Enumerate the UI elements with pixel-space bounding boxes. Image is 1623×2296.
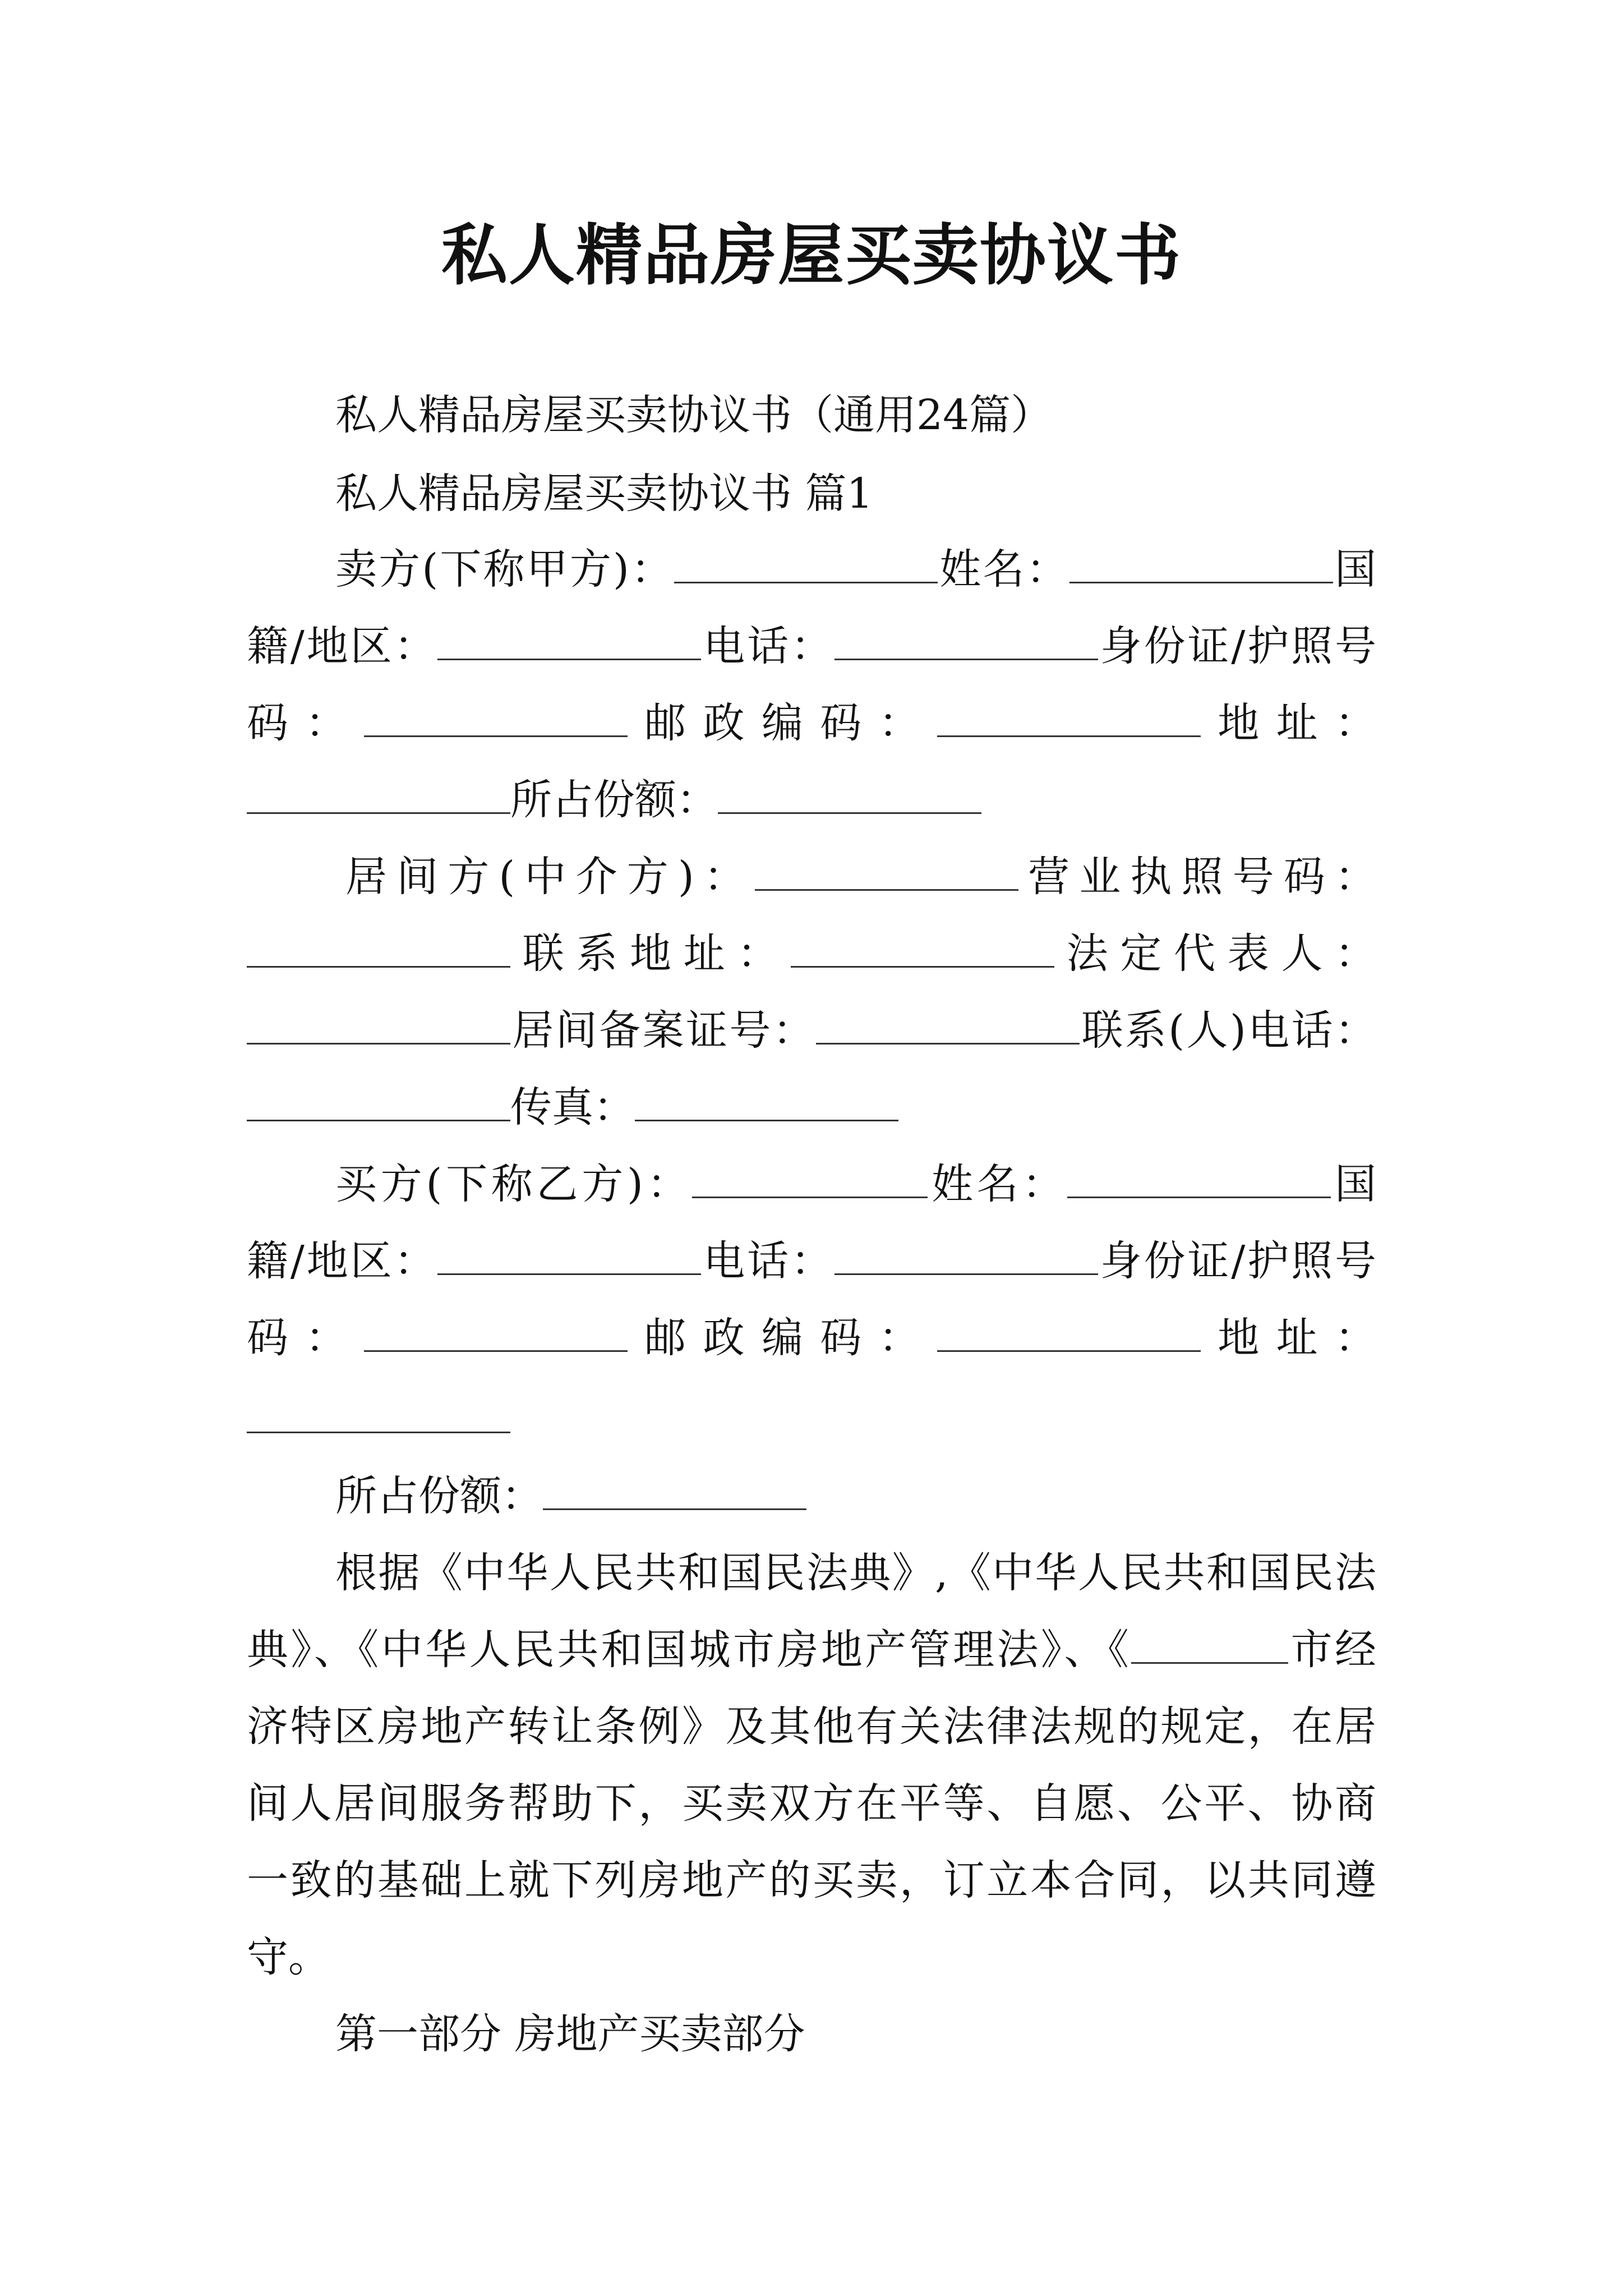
broker-fax-blank[interactable]: [635, 1084, 898, 1121]
buyer-id-label-end: 码：: [247, 1314, 364, 1362]
buyer-line-5: [335, 1457, 1376, 1535]
seller-line-1: [335, 530, 1376, 609]
preamble-line-6: 守。: [247, 1933, 330, 1981]
subtitle: 私人精品房屋买卖协议书（通用24篇）: [335, 391, 1053, 439]
buyer-phone-blank[interactable]: [834, 1237, 1098, 1275]
seller-phone-blank[interactable]: [834, 623, 1098, 660]
seller-postcode-blank[interactable]: [937, 700, 1201, 737]
preamble-line-2-start: 典》、《中华人民共和国城市房地产管理法》、《: [247, 1626, 1132, 1674]
buyer-label: 买方(下称乙方)：: [335, 1160, 693, 1208]
broker-filing-label: 居间备案证号：: [510, 1006, 817, 1055]
preamble-line-2: [247, 1611, 1376, 1689]
preamble-line-5: 一致的基础上就下列房地产的买卖，订立本合同，以共同遵: [247, 1856, 1376, 1904]
document-title: 私人精品房屋买卖协议书: [441, 216, 1182, 294]
buyer-line-4: [247, 1380, 1376, 1458]
buyer-id-label-start: 身份证/护照号: [1098, 1237, 1377, 1285]
buyer-party-blank[interactable]: [692, 1161, 928, 1198]
buyer-name-label: 姓名：: [928, 1160, 1068, 1208]
seller-name-label: 姓名：: [938, 545, 1069, 593]
seller-party-blank[interactable]: [674, 546, 938, 583]
broker-license-blank[interactable]: [247, 930, 510, 968]
city-blank[interactable]: [1131, 1626, 1288, 1664]
buyer-nationality-blank[interactable]: [437, 1237, 701, 1275]
seller-share-label: 所占份额：: [510, 776, 718, 824]
buyer-line-3: [247, 1299, 1376, 1377]
buyer-nationality-tail: 国: [1331, 1160, 1377, 1208]
seller-id-label-start: 身份证/护照号: [1098, 622, 1377, 670]
seller-address-blank[interactable]: [247, 776, 510, 814]
buyer-share-label: 所占份额：: [335, 1472, 543, 1520]
buyer-name-blank[interactable]: [1067, 1161, 1331, 1198]
broker-line-1: [345, 838, 1376, 916]
seller-nationality-label: 籍/地区：: [247, 622, 438, 670]
buyer-id-blank[interactable]: [364, 1314, 628, 1352]
broker-contact-address-blank[interactable]: [791, 930, 1054, 968]
seller-id-blank[interactable]: [364, 700, 628, 737]
seller-postcode-label: 邮政编码：: [627, 699, 937, 747]
buyer-address-label: 地址：: [1200, 1314, 1377, 1362]
preamble-line-3: 济特区房地产转让条例》及其他有关法律法规的规定，在居: [247, 1703, 1376, 1751]
seller-name-blank[interactable]: [1069, 546, 1333, 583]
buyer-line-1: [335, 1145, 1376, 1223]
buyer-postcode-blank[interactable]: [937, 1314, 1201, 1352]
broker-legal-rep-label: 法定代表人：: [1054, 930, 1376, 978]
seller-phone-label: 电话：: [701, 622, 834, 670]
broker-contact-phone-label: 联系(人)电话：: [1080, 1006, 1376, 1055]
part-one-heading: 第一部分 房地产买卖部分: [335, 2010, 805, 2058]
buyer-share-blank[interactable]: [543, 1473, 806, 1510]
seller-id-label-end: 码：: [247, 699, 364, 747]
buyer-line-2: [247, 1222, 1376, 1300]
broker-license-label: 营业执照号码：: [1018, 853, 1376, 901]
broker-line-3: [247, 991, 1376, 1070]
article-heading: 私人精品房屋买卖协议书 篇1: [335, 470, 873, 518]
seller-address-label: 地址：: [1200, 699, 1377, 747]
broker-fax-label: 传真：: [510, 1083, 635, 1131]
seller-label: 卖方(下称甲方)：: [335, 545, 675, 593]
broker-filing-blank[interactable]: [816, 1007, 1080, 1045]
broker-contact-phone-blank[interactable]: [247, 1084, 510, 1121]
broker-contact-address-label: 联系地址：: [510, 930, 791, 978]
seller-line-4: [247, 761, 1376, 839]
broker-party-blank[interactable]: [755, 853, 1018, 891]
seller-line-2: [247, 607, 1376, 685]
seller-line-3: [247, 684, 1376, 762]
buyer-postcode-label: 邮政编码：: [627, 1314, 937, 1362]
broker-label: 居间方(中介方)：: [345, 853, 755, 901]
buyer-phone-label: 电话：: [701, 1237, 834, 1285]
preamble-line-2-end: 市经: [1288, 1626, 1377, 1674]
broker-line-4: [247, 1068, 1376, 1147]
preamble-line-4: 间人居间服务帮助下，买卖双方在平等、自愿、公平、协商: [247, 1779, 1376, 1828]
seller-nationality-blank[interactable]: [437, 623, 701, 660]
buyer-nationality-label: 籍/地区：: [247, 1237, 438, 1285]
broker-line-2: [247, 914, 1376, 993]
seller-nationality-tail: 国: [1332, 545, 1377, 593]
buyer-address-blank[interactable]: [247, 1396, 510, 1433]
preamble-line-1: 根据《中华人民共和国民法典》,《中华人民共和国民法: [335, 1549, 1376, 1597]
broker-legal-rep-blank[interactable]: [247, 1007, 510, 1045]
seller-share-blank[interactable]: [718, 776, 981, 814]
